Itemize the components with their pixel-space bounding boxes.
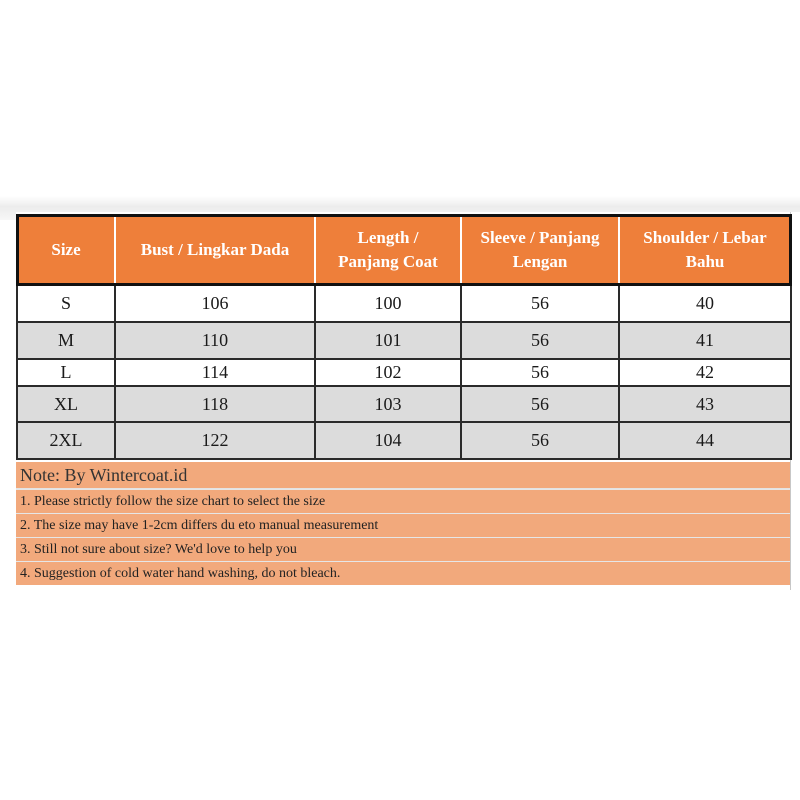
cell-sleeve: 56	[461, 285, 619, 322]
cell-bust: 118	[115, 386, 315, 422]
cell-shoulder: 41	[619, 322, 791, 359]
cell-size: L	[17, 359, 115, 386]
header-sleeve-label-1: Sleeve / Panjang	[480, 228, 600, 247]
cell-length: 104	[315, 422, 461, 459]
cell-sleeve: 56	[461, 322, 619, 359]
header-length-label-1: Length /	[357, 228, 419, 247]
cell-shoulder: 43	[619, 386, 791, 422]
table-row	[17, 322, 791, 359]
cell-sleeve: 56	[461, 386, 619, 422]
note-item: 2. The size may have 1-2cm differs du eto manual measurement	[16, 513, 790, 537]
notes-title: Note: By Wintercoat.id	[16, 462, 790, 489]
cell-size: M	[17, 322, 115, 359]
note-item: 4. Suggestion of cold water hand washing, do not bleach.	[16, 561, 790, 585]
cell-bust: 122	[115, 422, 315, 459]
header-size	[17, 215, 115, 285]
cell-bust: 106	[115, 285, 315, 322]
header-shoulder	[619, 215, 791, 285]
table-row	[17, 285, 791, 322]
note-item: 1. Please strictly follow the size chart to select the size	[16, 489, 790, 513]
header-bust	[115, 215, 315, 285]
cell-size: S	[17, 285, 115, 322]
header-shoulder-label-1: Shoulder / Lebar	[643, 228, 767, 247]
cell-shoulder: 40	[619, 285, 791, 322]
header-length-label-2: Panjang Coat	[338, 252, 438, 271]
notes-section	[16, 462, 790, 585]
cell-length: 101	[315, 322, 461, 359]
cell-size: XL	[17, 386, 115, 422]
header-row	[17, 215, 791, 285]
cell-bust: 110	[115, 322, 315, 359]
header-shoulder-label-2: Bahu	[685, 252, 725, 271]
cell-shoulder: 42	[619, 359, 791, 386]
note-item: 3. Still not sure about size? We'd love to help you	[16, 537, 790, 561]
table-row	[17, 386, 791, 422]
cell-length: 100	[315, 285, 461, 322]
cell-shoulder: 44	[619, 422, 791, 459]
cell-bust: 114	[115, 359, 315, 386]
table-row	[17, 422, 791, 459]
cell-size: 2XL	[17, 422, 115, 459]
header-length	[315, 215, 461, 285]
cell-sleeve: 56	[461, 359, 619, 386]
cell-length: 102	[315, 359, 461, 386]
header-size-label: Size	[51, 240, 81, 259]
cell-sleeve: 56	[461, 422, 619, 459]
header-sleeve-label-2: Lengan	[512, 252, 568, 271]
cell-length: 103	[315, 386, 461, 422]
table-row	[17, 359, 791, 386]
header-sleeve	[461, 215, 619, 285]
size-chart-table	[16, 214, 792, 460]
header-bust-label: Bust / Lingkar Dada	[140, 240, 290, 259]
